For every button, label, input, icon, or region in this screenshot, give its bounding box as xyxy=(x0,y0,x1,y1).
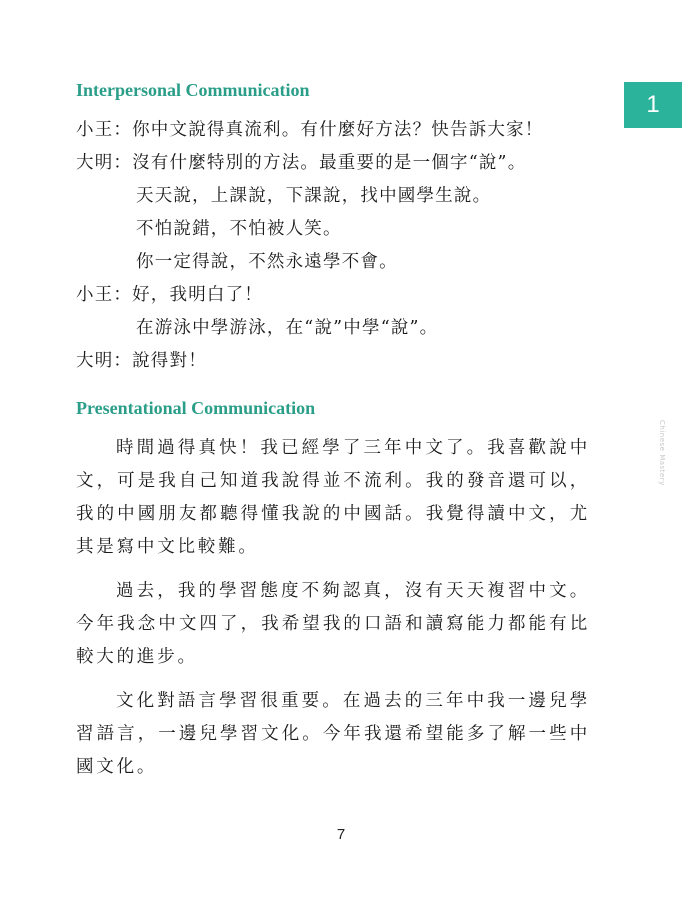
dialogue-line: 在游泳中學游泳，在“說”中學“說”。 xyxy=(136,318,439,338)
page-number: 7 xyxy=(336,826,346,843)
dialogue-line: 不怕說錯，不怕被人笑。 xyxy=(136,219,342,239)
chapter-tab: 1 xyxy=(624,82,682,128)
dialogue-line: 天天說，上課說，下課說，找中國學生說。 xyxy=(136,186,492,206)
presentational-text xyxy=(76,432,590,795)
dialogue xyxy=(76,114,606,378)
side-note: Chinese Mastery xyxy=(658,420,666,486)
dialogue-line: 大明：說得對！ xyxy=(76,351,207,371)
dialogue-line: 小王：你中文說得真流利。有什麼好方法？快告訴大家！ xyxy=(76,120,544,140)
paragraph: 過去，我的學習態度不夠認真，沒有天天複習中文。今年我念中文四了，我希望我的口語和讀寫能力都能有比較大的進步。 xyxy=(76,581,590,667)
dialogue-line: 大明：沒有什麼特別的方法。最重要的是一個字“說”。 xyxy=(76,153,527,173)
paragraph: 文化對語言學習很重要。在過去的三年中我一邊兒學習語言，一邊兒學習文化。今年我還希望能多了解一些中國文化。 xyxy=(76,691,590,777)
dialogue-line: 你一定得說，不然永遠學不會。 xyxy=(136,252,398,272)
presentational-heading: Presentational Communication xyxy=(76,398,316,418)
dialogue-line: 小王：好，我明白了！ xyxy=(76,285,263,305)
paragraph: 時間過得真快！我已經學了三年中文了。我喜歡說中文，可是我自己知道我說得並不流利。我的發音還可以，我的中國朋友都聽得懂我說的中國話。我覺得讀中文，尤其是寫中文比較難。 xyxy=(76,438,590,557)
interpersonal-heading: Interpersonal Communication xyxy=(76,80,310,100)
